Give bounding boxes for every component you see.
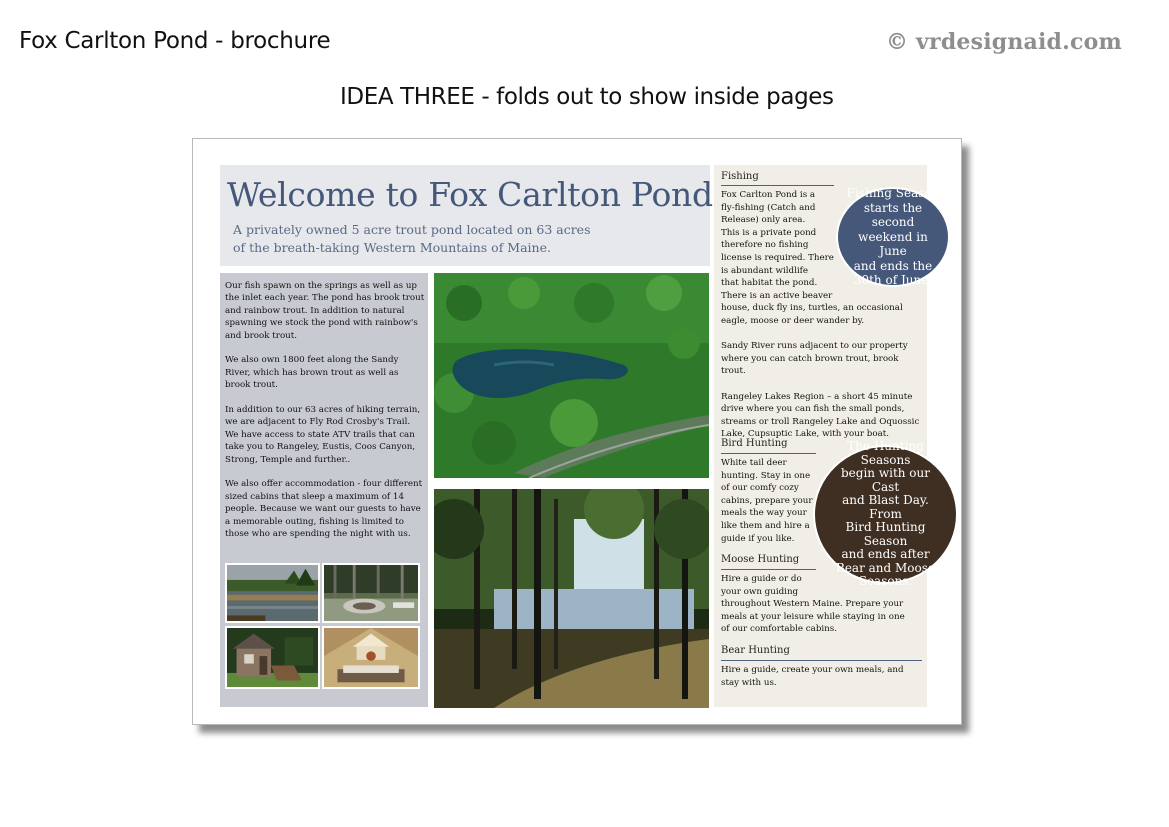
pond-sunset-image xyxy=(227,565,318,621)
bird-hunting-heading: Bird Hunting xyxy=(721,438,788,449)
firepit-image xyxy=(324,565,418,621)
bear-line: stay with us. xyxy=(721,677,777,688)
bear-hunting-heading: Bear Hunting xyxy=(721,645,790,656)
bear-hunting-text xyxy=(721,664,926,689)
thumbnail-cabin-interior xyxy=(322,626,420,689)
left-paragraph: In addition to our 63 acres of hiking terrain, we are adjacent to Fly Rod Crosby's Trail. We have access to state ATV trails that can take you to Rangeley, Eustis, Coos Canyon, Strong, Temple and further.. xyxy=(225,405,421,465)
fishing-line: eagle, moose or deer wander by. xyxy=(721,315,865,326)
badge-line: Seasons. xyxy=(858,574,913,589)
badge-line: Fishing Season xyxy=(846,186,940,201)
heading-underline xyxy=(721,569,816,570)
cabin-image xyxy=(227,628,318,687)
badge-line: Seasons xyxy=(860,452,911,467)
fishing-line: house, duck fly ins, turtles, an occasional xyxy=(721,303,903,314)
bird-line: of our comfy cozy xyxy=(721,483,799,494)
badge-line: and ends the xyxy=(853,258,933,273)
fishing-line: is abundant wildlife xyxy=(721,265,808,276)
forest-lake-photo xyxy=(434,489,709,708)
bird-line: White tail deer xyxy=(721,458,787,468)
fishing-line: This is a private pond xyxy=(721,227,817,238)
fishing-line: Release) only area. xyxy=(721,215,806,226)
welcome-banner xyxy=(220,165,713,266)
badge-line: Bird Hunting Season xyxy=(845,520,926,548)
badge-line: 30th of June. xyxy=(853,273,933,288)
bird-line: cabins, prepare your xyxy=(721,495,813,506)
left-paragraph: Our fish spawn on the springs as well as up the inlet each year. The pond has brook trout and rainbow trout. In addition to natural spawning we stock the pond with rainbow's and brook trout. xyxy=(225,281,425,341)
welcome-line-2: of the breath-taking Western Mountains of Maine. xyxy=(233,240,551,255)
bird-line: like them and hire a xyxy=(721,520,810,531)
badge-line: The Hunting xyxy=(847,439,924,454)
bear-line: Hire a guide, create your own meals, and xyxy=(721,665,904,675)
moose-hunting-heading: Moose Hunting xyxy=(721,554,800,565)
idea-subtitle: IDEA THREE - folds out to show inside pages xyxy=(340,84,834,110)
heading-underline xyxy=(721,453,816,454)
badge-line: begin with our Cast xyxy=(840,466,930,494)
fishing-heading: Fishing xyxy=(721,171,759,182)
page-title: Fox Carlton Pond - brochure xyxy=(19,28,331,54)
thumbnail-firepit xyxy=(322,563,420,623)
moose-line: of our comfortable cabins. xyxy=(721,624,837,635)
forest-lake-image xyxy=(434,489,709,708)
fishing-paragraph: Sandy River runs adjacent to our property where you can catch brown trout, brook trout. xyxy=(721,341,908,377)
aerial-pond-photo xyxy=(434,273,709,478)
left-column xyxy=(220,273,428,707)
fishing-line: therefore no fishing xyxy=(721,240,809,251)
heading-underline xyxy=(721,185,834,186)
moose-line: Hire a guide or do xyxy=(721,574,802,584)
moose-line: throughout Western Maine. Prepare your xyxy=(721,599,904,610)
cabin-interior-image xyxy=(324,628,418,687)
welcome-description xyxy=(233,221,703,257)
left-column-text xyxy=(225,280,425,553)
fishing-line: Fox Carlton Pond is a xyxy=(721,190,816,200)
fishing-season-badge xyxy=(836,187,950,287)
thumbnail-pond-sunset xyxy=(225,563,320,623)
badge-line: and Blast Day. From xyxy=(842,493,929,521)
badge-line: and ends after xyxy=(841,547,930,562)
left-paragraph: We also offer accommodation - four different sized cabins that sleep a maximum of 14 people. Because we want our guests to have a memorable outing, fishing is limited to those who are spending the night with us. xyxy=(225,479,423,540)
badge-line: weekend in June xyxy=(858,229,928,259)
left-paragraph: We also own 1800 feet along the Sandy River, which has brown trout as well as brook trout. xyxy=(225,355,399,391)
moose-line: meals at your leisure while staying in one xyxy=(721,611,905,622)
fishing-line: that habitat the pond. xyxy=(721,278,818,289)
thumbnail-cabin xyxy=(225,626,320,689)
copyright-watermark: © vrdesignaid.com xyxy=(886,29,1122,55)
moose-line: your own guiding xyxy=(721,586,799,597)
heading-underline xyxy=(721,660,922,661)
bird-line: guide if you like. xyxy=(721,533,795,544)
welcome-line-1: A privately owned 5 acre trout pond located on 63 acres xyxy=(233,222,591,237)
bird-line: hunting. Stay in one xyxy=(721,470,811,481)
badge-line: Bear and Moose xyxy=(836,560,935,575)
hunting-season-badge xyxy=(813,439,958,589)
bird-line: meals the way your xyxy=(721,508,807,519)
badge-line: starts the second xyxy=(863,200,923,230)
aerial-pond-image xyxy=(434,273,709,478)
fishing-line: license is required. There xyxy=(721,252,834,263)
welcome-title: Welcome to Fox Carlton Pond xyxy=(227,175,713,214)
fishing-line: fly-fishing (Catch and xyxy=(721,202,816,213)
fishing-paragraph: Rangeley Lakes Region – a short 45 minute drive where you can fish the small ponds, streams or troll Rangeley Lake and Oquossic Lake, Cupsuptic Lake, with your boat. xyxy=(721,391,920,440)
fishing-line: There is an active beaver xyxy=(721,290,833,301)
